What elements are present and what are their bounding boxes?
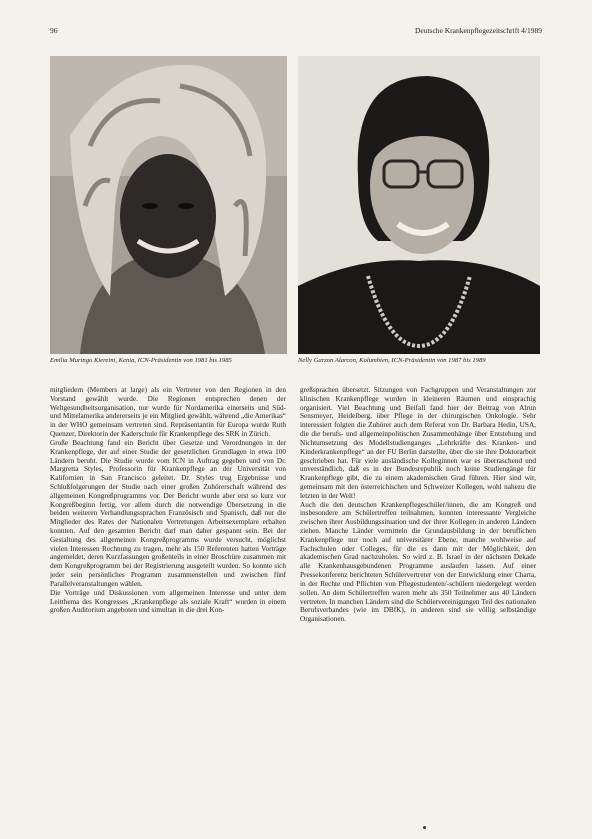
portrait-image-right bbox=[298, 56, 540, 354]
paragraph: mitgliedern (Members at large) als ein Vertreter von den Regionen in den Vorstand gewählt wurde. Die Regionen entsprechen denen der Weltgesundheitsorganisation, nur wurde für Nordamerika einerseits und Süd- und Mittelamerika andererseits je ein Mitglied gewählt, während „die Amerikas“ in der WHO gemeinsam vertreten sind. Repräsentantin für Europa wurde Ruth Quenzer, Direktorin der Kaderschule für Krankenpflege des SRK in Zürich. bbox=[50, 386, 286, 439]
photo-caption-right: Nelly Garzon Alarcon, Kolumbien, ICN-Präsidentin von 1987 bis 1989 bbox=[298, 357, 486, 364]
photo-caption-left: Emilia Muringo Kiereini, Kenia, ICN-Präsidentin von 1981 bis 1985 bbox=[50, 357, 232, 364]
portrait-photo-left bbox=[50, 56, 287, 354]
paragraph: Große Beachtung fand ein Bericht über Gesetze und Verordnungen in der Krankenpflege, der auf einer Studie der gesetzlichen Grundlagen in etwa 100 Ländern beruht. Die Studie wurde vom ICN in Auftrag gegeben und von Dr. Margretta Styles, Professorin für Krankenpflege an der Universität von Kalifornien in San Francisco geleitet. Dr. Styles trug Ergebnisse und Schlußfolgerungen der Studie nach einer großen Zuhörerschaft während des allgemeinen Kongreßprogramms vor. Der Bericht wurde aber erst so kurz vor Kongreßbeginn fertig, vor allem durch die notwendige Übersetzung in die beiden weiteren Verhandlungssprachen Französisch und Spanisch, daß nur die Mitglieder des Rates der Nationalen Vertretungen Arbeitsexemplare erhalten konnten. Auf den gesamten Bericht darf man daher gespannt sein. Bei der Gestaltung des allgemeinen Kongreßprogramms wurde versucht, möglichst vielen Interessen Rechnung zu tragen, mehr als 150 Referenten hatten Vorträge angemeldet, deren Kurzfassungen großenteils in einer Broschüre zusammen mit dem Kongreßprogramm bei der Registrierung ausgeteilt wurden. So konnte sich jeder sein persönliches Programm zusammenstellen und zwischen fünf Parallelveranstaltungen wählen. bbox=[50, 438, 286, 588]
paragraph: greßsprachen übersetzt. Sitzungen von Fachgruppen und Veranstaltungen zur klinischen Krankenpflege wurden in kleineren Räumen und einsprachig organisiert. Viel Beachtung und Beifall fand hier der Beitrag von Alrun Sensmeyer, Heidelberg, über Pflege in der chirurgischen Onkologie. Sehr interessiert folgten die Zuhörer auch dem Referat von Dr. Barbara Hedin, USA, die die berufs- und allgemeinpolitischen Zusammenhänge über Entstehung und Nichtumsetzung des Modellstudienganges „Lehrkräfte des Kranken- und Kinderkrankenpflege“ an der FU Berlin darstellte, über die sie ihre Doktorarbeit geschrieben hat. Für viele ausländische Kolleginnen war es überraschend und unverständlich, daß es in der Bundesrepublik noch keine Studiengänge für Krankenpflege gibt, die zu einem akademischen Grad führen. Hier sind wir, gemeinsam mit den österreichischen und Schweizer Kollegen, wohl nahezu die letzten in der Welt! bbox=[300, 386, 536, 500]
article-column-left bbox=[50, 386, 286, 615]
end-of-article-mark bbox=[423, 826, 426, 829]
running-head: Deutsche Krankenpflegezeitschrift 4/1989 bbox=[414, 26, 542, 35]
article-column-right bbox=[300, 386, 536, 624]
portrait-photo-right bbox=[298, 56, 540, 354]
paragraph: Die Vorträge und Diskussionen vom allgemeinen Interesse und unter dem Leitthema des Kongresses „Krankenpflege als soziale Kraft“ wurden in einem großen Auditorium angeboten und simultan in die drei Kon- bbox=[50, 588, 286, 615]
portrait-image-left bbox=[50, 56, 287, 354]
page-number: 96 bbox=[50, 26, 58, 35]
paragraph: Auch die den deutschen Krankenpflegeschüler/innen, die am Kongreß und insbesondere am Schülertreffen teilnahmen, konnten interessante Vergleiche zwischen ihrer Ausbildungssituation und der ihrer Kollegen in anderen Ländern ziehen. Manche Länder vermitteln die Grundausbildung in der beruflichen Krankenpflege nur noch auf universitärer Ebene, manche wohlweise auf Fachschulen oder Colleges, für die es dann mit der Möglichkeit, den akademischen Grad nachzuholen. So wird z. B. Israel in der nächsten Dekade alle Krankenhausgebundenen Programme auslaufen lassen. Auf einer Pressekonferenz berichteten Schülervertreter von der Entwicklung einer Charta, in der Rechte und Pflichten von Pflegestudenten/-schülern niedergelegt werden sollen. An dem Schülertreffen waren mehr als 350 Teilnehmer aus 40 Ländern vertreten. In manchen Ländern sind die Schülervereinigungen Teil des nationalen Berufsverbandes (wie im DBfK), in anderen sind sie völlig selbständige Organisationen. bbox=[300, 500, 536, 624]
